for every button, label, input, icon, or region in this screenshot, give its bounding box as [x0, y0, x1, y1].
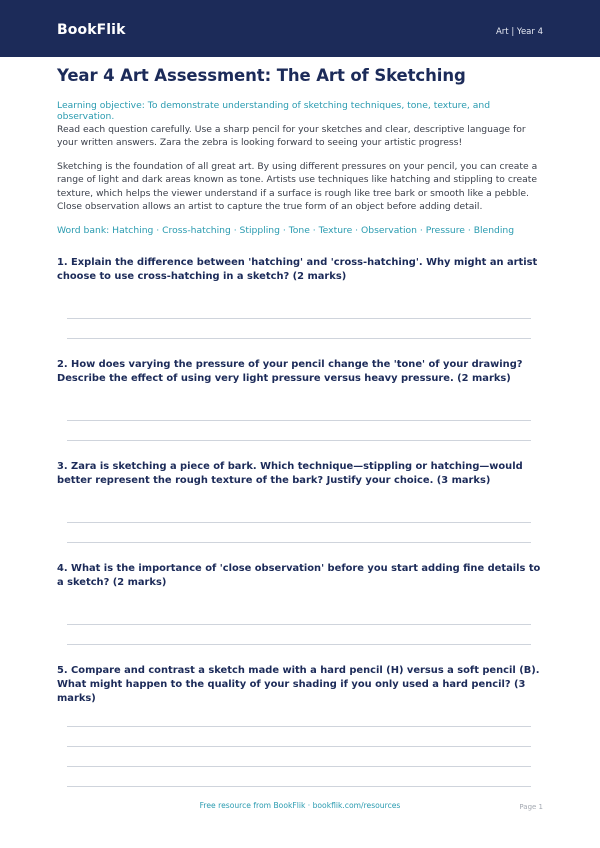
instructions-text: Read each question carefully. Use a sharp pencil for your sketches and clear, descriptive language for your written answers. Zara the zebra is looking forward to seeing your artistic progress! — [57, 124, 526, 149]
answer-line[interactable] — [67, 624, 531, 625]
answer-line[interactable] — [67, 522, 531, 523]
answer-line[interactable] — [67, 338, 531, 339]
answer-line[interactable] — [67, 318, 531, 319]
intro-text: Sketching is the foundation of all great art. By using different pressures on your pencil, you can create a range of light and dark areas known as tone. Artists use techniques like hatching and stippling to create texture, which helps the viewer understand if a surface is rough like tree bark or smooth like a pebble. Close observation allows an artist to capture the true form of an object before adding detail. — [57, 161, 538, 212]
question-3: 3. Zara is sketching a piece of bark. Which technique—stippling or hatching—would better represent the rough texture of the bark? Justify your choice. (3 marks) — [57, 461, 523, 486]
answer-line[interactable] — [67, 766, 531, 767]
question-2: 2. How does varying the pressure of your pencil change the 'tone' of your drawing? Describe the effect of using very light pressure versus heavy pressure. (2 marks) — [57, 359, 523, 384]
word-bank: Word bank: Hatching · Cross-hatching · Stippling · Tone · Texture · Observation · Pressure · Blending — [57, 225, 515, 236]
page-number: Page 1 — [519, 803, 543, 811]
answer-line[interactable] — [67, 440, 531, 441]
question-4: 4. What is the importance of 'close observation' before you start adding fine details to a sketch? (2 marks) — [57, 563, 541, 588]
answer-line[interactable] — [67, 542, 531, 543]
question-5: 5. Compare and contrast a sketch made with a hard pencil (H) versus a soft pencil (B). What might happen to the quality of your shading if you only used a hard pencil? (3 marks) — [57, 665, 540, 704]
answer-line[interactable] — [67, 746, 531, 747]
answer-line[interactable] — [67, 644, 531, 645]
breadcrumb: Art | Year 4 — [495, 27, 543, 37]
answer-line[interactable] — [67, 726, 531, 727]
answer-line[interactable] — [67, 786, 531, 787]
learning-objective: Learning objective: To demonstrate understanding of sketching techniques, tone, texture, and observation. — [57, 100, 491, 122]
page-title: Year 4 Art Assessment: The Art of Sketching — [57, 66, 466, 85]
answer-line[interactable] — [67, 420, 531, 421]
brand-logo[interactable]: BookFlik — [57, 22, 126, 38]
question-1: 1. Explain the difference between 'hatching' and 'cross-hatching'. Why might an artist choose to use cross-hatching in a sketch? (2 marks) — [57, 257, 538, 282]
header-bar — [0, 0, 600, 57]
footer-resource-link[interactable]: Free resource from BookFlik · bookflik.com/resources — [199, 801, 401, 810]
